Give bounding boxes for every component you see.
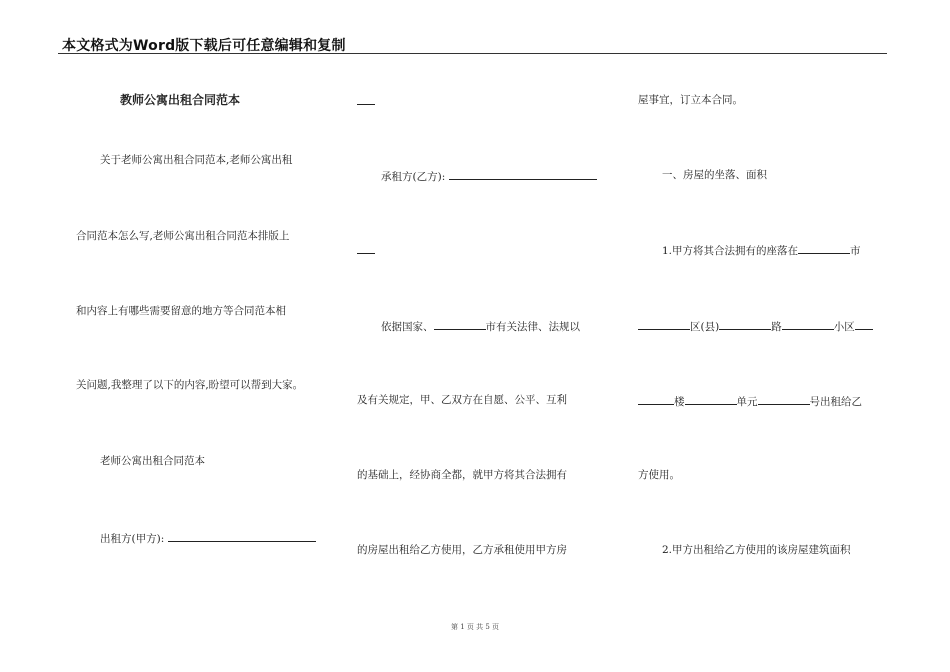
address-blank — [758, 393, 810, 405]
blank-line — [357, 104, 375, 105]
city-blank — [434, 318, 486, 330]
page-number: 第 1 页 共 5 页 — [450, 623, 500, 631]
lessor-label: 出租方(甲方): — [100, 533, 165, 545]
text-fragment: 路 — [771, 321, 782, 333]
lessor-line — [100, 530, 316, 546]
paragraph-line — [638, 393, 862, 409]
text-fragment: 依据国家、 — [381, 321, 434, 333]
paragraph-line: 关于老师公寓出租合同范本,老师公寓出租 — [100, 154, 293, 166]
blank-line — [357, 253, 375, 254]
lessee-label: 承租方(乙方): — [381, 171, 446, 183]
text-fragment: 市有关法律、法规以 — [485, 321, 580, 333]
paragraph-line: 和内容上有哪些需要留意的地方等合同范本相 — [76, 305, 286, 317]
text-fragment: 号出租给乙 — [809, 396, 862, 408]
text-fragment: 小区 — [833, 321, 855, 333]
address-blank — [638, 393, 674, 405]
column-3 — [638, 0, 900, 672]
paragraph-line: 及有关规定，甲、乙双方在自愿、公平、互利 — [357, 394, 567, 406]
text-fragment: 市 — [850, 245, 861, 257]
paragraph-line: 关问题,我整理了以下的内容,盼望可以帮到大家。 — [76, 379, 304, 391]
lessee-line — [381, 168, 597, 184]
paragraph-line: 方使用。 — [638, 469, 680, 481]
text-fragment: 单元 — [736, 396, 758, 408]
section-heading: 一、房屋的坐落、面积 — [662, 169, 767, 181]
paragraph-line — [381, 318, 580, 334]
text-fragment: 区(县) — [690, 321, 720, 333]
paragraph-line: 的房屋出租给乙方使用，乙方承租使用甲方房 — [357, 544, 567, 556]
lessor-blank — [168, 530, 316, 542]
header-title: 本文格式为Word版下载后可任意编辑和复制 — [62, 38, 346, 54]
text-fragment: 1.甲方将其合法拥有的座落在 — [662, 245, 799, 257]
lessee-blank — [449, 168, 597, 180]
address-blank — [719, 318, 771, 330]
paragraph-line: 屋事宜，订立本合同。 — [638, 94, 743, 106]
address-blank — [782, 318, 834, 330]
paragraph-line: 的基础上，经协商全都，就甲方将其合法拥有 — [357, 469, 567, 481]
section-heading: 老师公寓出租合同范本 — [100, 455, 205, 467]
text-fragment: 楼 — [674, 396, 685, 408]
column-1 — [76, 0, 336, 672]
address-blank — [638, 318, 690, 330]
address-blank — [798, 242, 850, 254]
address-blank — [855, 318, 873, 330]
paragraph-line — [662, 242, 861, 258]
document-title: 教师公寓出租合同范本 — [120, 93, 241, 107]
paragraph-line: 合同范本怎么写,老师公寓出租合同范本排版上 — [76, 230, 290, 242]
paragraph-line — [638, 318, 873, 334]
address-blank — [685, 393, 737, 405]
paragraph-line: 2.甲方出租给乙方使用的该房屋建筑面积 — [662, 544, 851, 556]
column-2 — [357, 0, 619, 672]
